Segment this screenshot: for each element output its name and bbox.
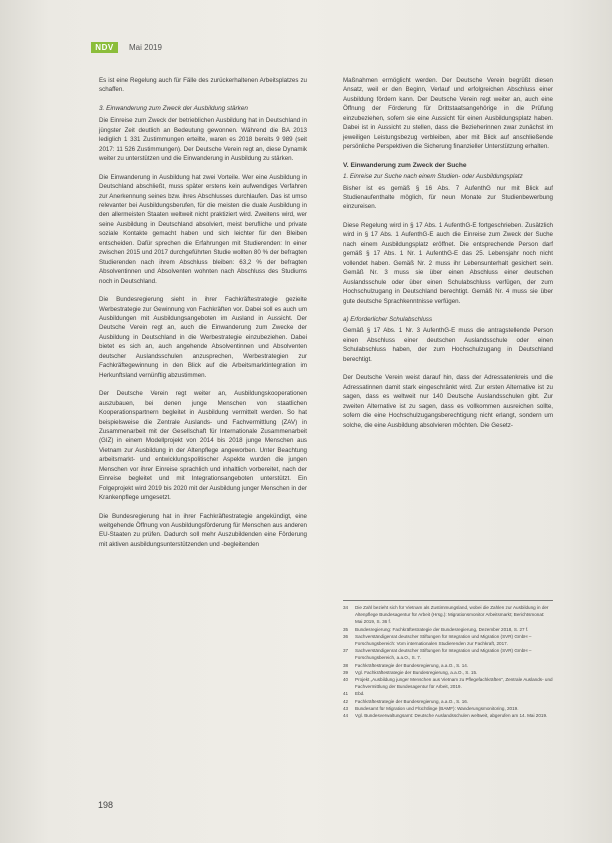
left-paragraph: Die Bundesregierung hat in ihrer Fachkräftestrategie angekündigt, eine weitgehende Öffnung von Ausbildungsförderung für Menschen aus anderen EU-Staaten zu prüfen. Dadurch soll mehr Auszubildenden eine Förderung mit aktiven ausbildungsunterstützenden und -begleitenden	[99, 512, 307, 548]
issue-label: Mai 2019	[129, 43, 162, 52]
right-paragraph: Maßnahmen ermöglicht werden. Der Deutsche Verein begrüßt diesen Ansatz, weil er den Beginn, Verlauf und erfolgreichen Abschluss einer Ausbildung fördern kann. Der Deutsche Verein regt weiter an, auch eine Öffnung der Förderung für Drittstaatsangehörige in die Prüfung einzubeziehen, sofern sie eine Aussicht für einen Ausbildungsplatz haben. Dabei ist in Aussicht zu stellen, dass die Bezieherinnen zwar zunächst im jeweiligen Leistungsbezug verbleiben, aber mit Blick auf anschließende persönliche Perspektiven die Sicherung finanzieller Unterstützung erhalten.	[343, 77, 553, 151]
footnote	[343, 705, 553, 712]
footnote-text: Sachverständigenrat deutscher Stiftungen für Integration und Migration (SVR) GmbH – Forschungsbereich: Vom internationalen Studierenden zur Fachkraft, 2017.	[355, 633, 532, 647]
footnote	[343, 647, 553, 661]
footnote-text: Projekt „Ausbildung junger Menschen aus Vietnam zu Pflegefachkräften“, Zentrale Auslands- und Fachvermittlung der Bundesagentur für Arbeit, 2019.	[355, 677, 553, 690]
footnote	[343, 669, 553, 676]
left-paragraph: Die Einreise zum Zweck der betrieblichen Ausbildung hat in Deutschland in jüngster Zeit deutlich an Bedeutung gewonnen. Während die BA 2013 lediglich 1 331 Zustimmungen erteilte, waren es 2018 bereits 9 989 (seit 2017: 11 526 Zustimmungen). Der Deutsche Verein regt an, diese Dynamik weiter zu unterstützen und die Einwanderung in Ausbildung zu stärken.	[99, 117, 307, 163]
right-paragraph: Bisher ist es gemäß § 16 Abs. 7 AufenthG nur mit Blick auf Studienaufenthalte möglich, für neun Monate zur Studienbewerbung einzureisen.	[343, 184, 553, 211]
right-chapter-heading: V. Einwanderung zum Zweck der Suche	[343, 161, 467, 169]
footnote-number: 35	[343, 626, 349, 632]
footnote	[343, 633, 553, 647]
right-paragraph: Gemäß § 17 Abs. 1 Nr. 3 AufenthG-E muss die antragstellende Person einen Abschluss einer deutschen Auslandsschule oder einen Schulabschluss haben, der zum Hochschulzugang in Deutschland berechtigt.	[343, 327, 553, 363]
footnote-number: 36	[343, 633, 349, 639]
journal-badge: NDV	[91, 42, 118, 53]
page-number: 198	[98, 800, 114, 810]
right-subheading: a) Erforderlicher Schulabschluss	[343, 315, 433, 323]
footnote-text: Fachkräftestrategie der Bundesregierung, a.a.O., S. 14.	[355, 662, 469, 668]
footnote-number: 41	[343, 691, 349, 697]
right-subheading: 1. Einreise zur Suche nach einem Studien- oder Ausbildungsplatz	[343, 173, 523, 181]
footnote	[343, 690, 553, 697]
left-section-heading: 3. Einwanderung zum Zweck der Ausbildung stärken	[99, 104, 248, 112]
footnote-text: Vgl. Fachkräftestrategie der Bundesregierung, a.a.O., S. 15.	[355, 669, 478, 675]
footnote	[343, 712, 553, 719]
footnote-number: 40	[343, 677, 349, 683]
footnotes	[343, 600, 553, 719]
footnote-text: Ebd.	[355, 691, 365, 697]
footnote-number: 43	[343, 705, 349, 711]
footnote-text: Die Zahl bezieht sich für Vietnam als Zustimmungsland, wobei die Zahlen zur Ausbildung in der Altenpflege Bundesagentur für Arbeit (Hrsg.): Migrationsmonitor Arbeitsmarkt; Berichtsmonat: Mai 2019, S. 36 f.	[355, 605, 549, 625]
left-paragraph: Die Einwanderung in Ausbildung hat zwei Vorteile. Wer eine Ausbildung in Deutschland abschließt, muss später erstens kein aufwendiges Verfahren zur Anerkennung seines bzw. ihres Abschlusses durchlaufen. Das ist umso relevanter bei Ausbildungsberufen, für die meisten die duale Ausbildung in den allermeisten Staaten weltweit nicht praktiziert wird. Zweitens wird, wer seine Ausbildung in Deutschland absolviert, meist berufliche und private soziale Kontakte gemacht haben und sich leichter für den Bleiben entscheiden. Dafür sprechen die Erfahrungen mit Studierenden: In einer zwischen 2015 und 2017 durchgeführten Studie wollten 80 % der befragten Studierenden nach ihrem Abschluss bleiben: 63,2 % der befragten Absolventinnen und Absolventen wohnten nach Abschluss des Studiums noch in Deutschland.	[99, 173, 307, 285]
footnote-text: Bundesregierung: Fachkräftestrategie der Bundesregierung, Dezember 2018, S. 27 f.	[355, 626, 529, 632]
right-paragraph: Diese Regelung wird in § 17 Abs. 1 AufenthG-E fortgeschrieben. Zusätzlich wird in § 17 Abs. 1 AufenthG-E auch die Einreise zum Zweck der Suche nach einem Ausbildungsplatz eröffnet. Die entsprechende Person darf gemäß § 17 Abs. 1 Nr. 1 AufenthG-E das 25. Lebensjahr noch nicht vollendet haben. Gemäß Nr. 2 muss ihr Lebensunterhalt gesichert sein. Gemäß Nr. 3 muss sie über einen Abschluss einer deutschen Auslandsschule oder über einen Schulabschluss verfügen, der zum Hochschulzugang in Deutschland berechtigt. Gemäß Nr. 4 muss sie über gute deutsche Sprachkenntnisse verfügen.	[343, 221, 553, 305]
left-paragraph: Der Deutsche Verein regt weiter an, Ausbildungskooperationen auszubauen, bei denen junge Menschen von staatlichen Kooperationspartnern begleitet in Ausbildung vermittelt werden. So hat beispielsweise die Zentrale Auslands- und Fachvermittlung (ZAV) in Zusammenarbeit mit der Gesellschaft für Internationale Zusammenarbeit (GIZ) in einem Modellprojekt von 2014 bis 2018 junge Menschen aus Vietnam zur Ausbildung in der Altenpflege angeworben. Unter Beachtung arbeitsmarkt- und entwicklungspolitischer Aspekte wurden die jungen Menschen vor ihrer Einreise sprachlich und inhaltlich vorbereitet, nach der Einreise begleitet und mit Integrationsangeboten unterstützt. Ein Folgeprojekt wird 2019 bis 2020 mit der Ausbildung junger Menschen in der Krankenpflege umgesetzt.	[99, 390, 307, 502]
footnote-number: 34	[343, 605, 349, 610]
footnote-number: 39	[343, 669, 349, 675]
left-column	[99, 76, 307, 558]
left-paragraph: Die Bundesregierung sieht in ihrer Fachkräftestrategie gezielte Werbestrategie zur Gewinnung von Fachkräften vor. Dabei soll es auch um Ausbildungen mit Ausbildungsangeboten im Ausland in Aussicht. Der Deutsche Verein regt an, auch die Einwanderung zum Zwecke der Ausbildung in Deutschland in die Werbestrategie einzubeziehen. Dabei bietet es sich an, auch angehende Absolventinnen und Absolventen deutscher Auslandsschulen anzusprechen, Werbestrategien zur Fachkräftegewinnung in den Blick auf die Arbeitsmarktintegration im Herkunftsland vernünftig abzustimmen.	[99, 296, 307, 379]
footnote	[343, 626, 553, 633]
footnote-text: Vgl. Bundesverwaltungsamt: Deutsche Auslandsschulen weltweit, abgerufen am 14. Mai 2019.	[355, 713, 548, 719]
footnote-text: Sachverständigenrat deutscher Stiftungen für Integration und Migration (SVR) GmbH – Forschungsbereich, a.a.O., S. 7.	[355, 648, 532, 661]
footnote-number: 38	[343, 662, 349, 668]
right-column	[343, 76, 553, 439]
footnote	[343, 698, 553, 705]
footnote-number: 44	[343, 713, 349, 719]
footnote	[343, 662, 553, 669]
footnote	[343, 676, 553, 690]
footnote-number: 37	[343, 648, 349, 654]
right-paragraph: Der Deutsche Verein weist darauf hin, dass der Adressatenkreis und die Adressatinnen damit stark eingeschränkt wird. Zur ersten Alternative ist zu sagen, dass es weltweit nur 140 Deutsche Auslandsschulen gibt. Zur zweiten Alternative ist zu sagen, dass es vollkommen ausreichen sollte, sofern die eine Hochschulzugangsberechtigung nicht erlangt, sondern um solche, die eine Ausbildung absolvieren möchten. Die Gesetz-	[343, 374, 553, 429]
footnote-text: Bundesamt für Migration und Flüchtlinge (BAMF): Wanderungsmonitoring, 2019.	[355, 705, 519, 711]
footnote-text: Fachkräftestrategie der Bundesregierung, a.a.O., S. 16.	[355, 698, 469, 704]
footnote	[343, 604, 553, 626]
footnote-number: 42	[343, 698, 349, 704]
left-paragraph: Es ist eine Regelung auch für Fälle des zurückerhaltenen Arbeitsplatzes zu schaffen.	[99, 77, 307, 94]
